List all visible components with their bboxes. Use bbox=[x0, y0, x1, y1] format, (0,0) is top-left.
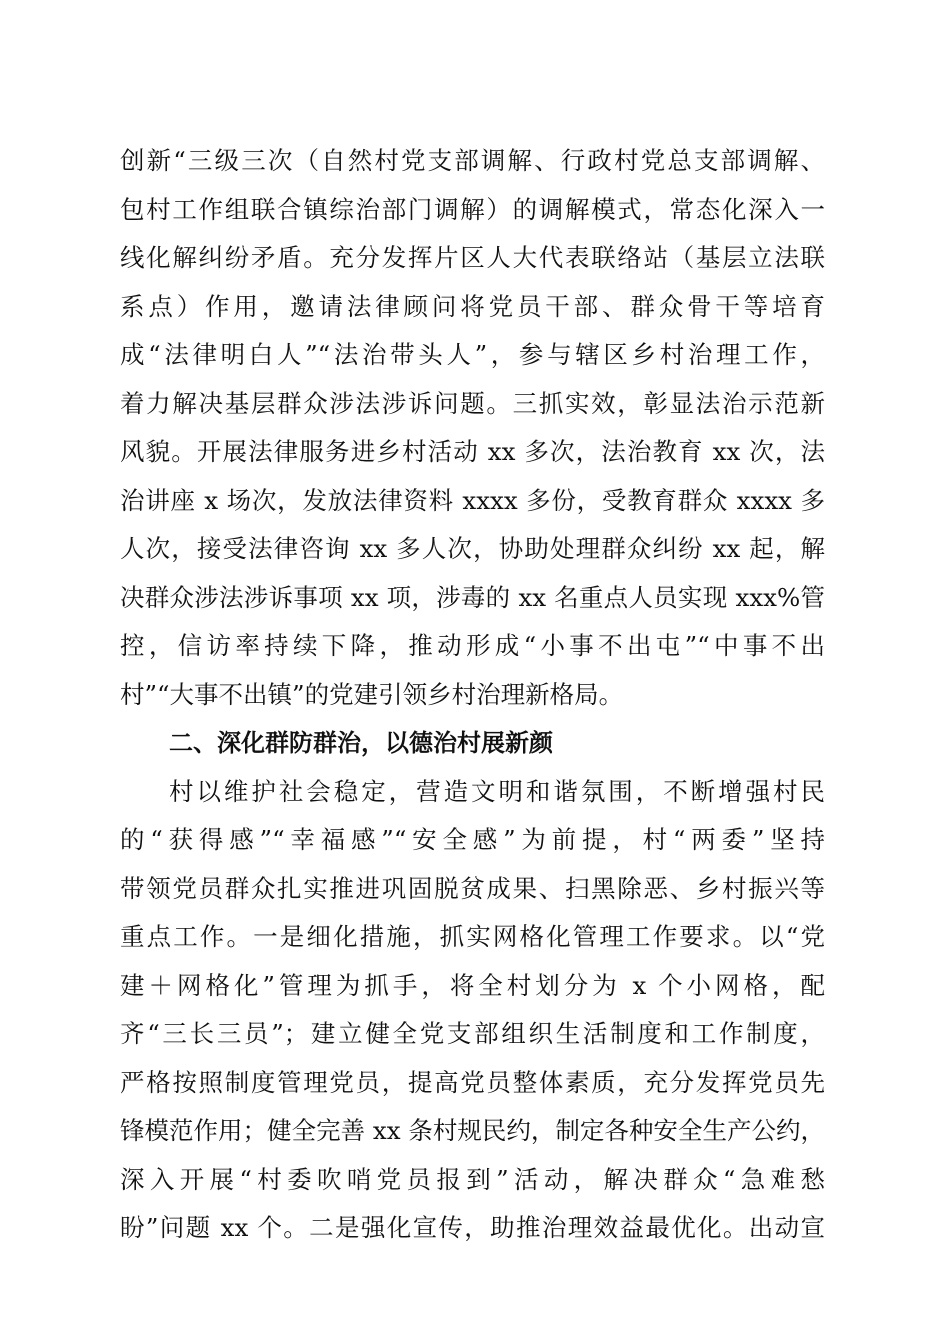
paragraph-line: 包村工作组联合镇综治部门调解）的调解模式，常态化深入一 bbox=[120, 194, 825, 224]
paragraph-line: 盼”问题 xx 个。二是强化宣传，助推治理效益最优化。出动宣 bbox=[120, 1213, 825, 1242]
paragraph-line: 严格按照制度管理党员，提高党员整体素质，充分发挥党员先 bbox=[120, 1067, 825, 1097]
paragraph-line: 人次，接受法律咨询 xx 多人次，协助处理群众纠纷 xx 起，解 bbox=[120, 534, 825, 563]
paragraph-line: 系点）作用，邀请法律顾问将党员干部、群众骨干等培育 bbox=[120, 291, 825, 321]
paragraph-line: 线化解纠纷矛盾。充分发挥片区人大代表联络站（基层立法联 bbox=[120, 243, 825, 272]
paragraph-line: 决群众涉法涉诉事项 xx 项，涉毒的 xx 名重点人员实现 xxx%管 bbox=[120, 582, 825, 612]
paragraph-line: 带领党员群众扎实推进巩固脱贫成果、扫黑除恶、乡村振兴等 bbox=[120, 873, 825, 903]
paragraph-line: 控，信访率持续下降，推动形成“小事不出屯”“中事不出 bbox=[120, 631, 825, 660]
paragraph-line: 成“法律明白人”“法治带头人”，参与辖区乡村治理工作， bbox=[120, 340, 825, 369]
paragraph-line: 村以维护社会稳定，营造文明和谐氛围，不断增强村民 bbox=[169, 776, 825, 806]
paragraph-line: 创新“三级三次（自然村党支部调解、行政村党总支部调解、 bbox=[120, 146, 825, 175]
paragraph-line: 的“获得感”“幸福感”“安全感”为前提，村“两委”坚持 bbox=[120, 825, 825, 854]
paragraph-line: 治讲座 x 场次，发放法律资料 xxxx 多份，受教育群众 xxxx 多 bbox=[120, 485, 825, 515]
paragraph-line: 村”“大事不出镇”的党建引领乡村治理新格局。 bbox=[120, 679, 624, 709]
paragraph-line: 风貌。开展法律服务进乡村活动 xx 多次，法治教育 xx 次，法 bbox=[120, 437, 825, 466]
paragraph-line: 齐“三长三员”；建立健全党支部组织生活制度和工作制度， bbox=[120, 1019, 825, 1048]
paragraph-line: 深入开展“村委吹哨党员报到”活动，解决群众“急难愁 bbox=[120, 1164, 825, 1194]
section-heading: 二、深化群防群治，以德治村展新颜 bbox=[169, 729, 553, 757]
document-body bbox=[120, 137, 825, 1253]
paragraph-line: 重点工作。一是细化措施，抓实网格化管理工作要求。以“党 bbox=[120, 922, 825, 951]
paragraph-line: 锋模范作用；健全完善 xx 条村规民约，制定各种安全生产公约， bbox=[120, 1116, 825, 1145]
paragraph-line: 着力解决基层群众涉法涉诉问题。三抓实效，彰显法治示范新 bbox=[120, 388, 825, 418]
paragraph-line: 建＋网格化”管理为抓手，将全村划分为 x 个小网格，配 bbox=[120, 970, 825, 1000]
